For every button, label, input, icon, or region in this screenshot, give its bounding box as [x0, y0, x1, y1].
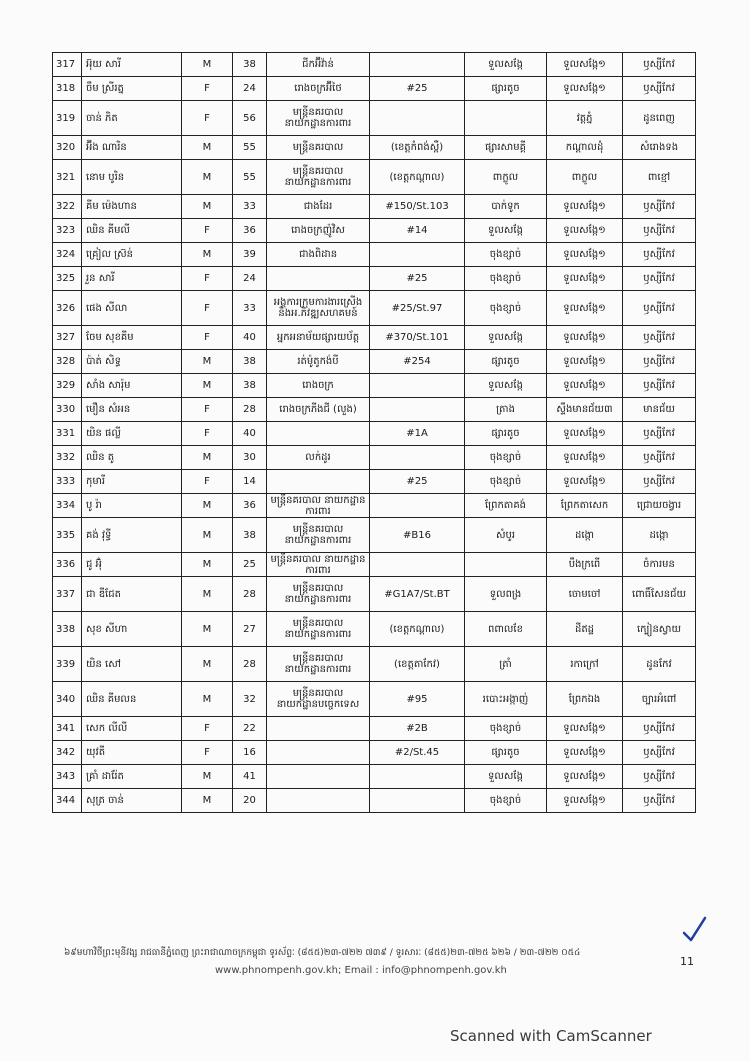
- cell-age: 28: [233, 577, 267, 612]
- cell-commune: ទួលសង្កែ១: [547, 446, 623, 470]
- cell-district: ឫស្សីកែវ: [623, 470, 696, 494]
- cell-occupation: ជាងដែរ: [267, 195, 370, 219]
- table-row: [53, 494, 696, 518]
- cell-occupation: រត់ម៉ូតូកង់បី: [267, 350, 370, 374]
- cell-sex: M: [182, 682, 233, 717]
- cell-age: 33: [233, 291, 267, 326]
- cell-district: ចំការមន: [623, 553, 696, 577]
- cell-village: ចុងខ្សាច់: [465, 291, 547, 326]
- cell-district: ឫស្សីកែវ: [623, 765, 696, 789]
- cell-commune: រកាក្រៅ: [547, 647, 623, 682]
- table-row: [53, 470, 696, 494]
- cell-occupation: [267, 470, 370, 494]
- cell-occupation: មន្ត្រីនគរបាល នាយកដ្ឋានការពារ: [267, 160, 370, 195]
- cell-commune: ទួលសង្កែ១: [547, 765, 623, 789]
- cell-sex: F: [182, 326, 233, 350]
- cell-sex: M: [182, 494, 233, 518]
- cell-village: ចុងខ្សាច់: [465, 717, 547, 741]
- cell-district: ពោធិ៍សែនជ័យ: [623, 577, 696, 612]
- cell-occupation: រោងចក្រអ៊ីថៃ: [267, 77, 370, 101]
- cell-occupation: លក់ដូរ: [267, 446, 370, 470]
- cell-district: ជ្រោយចង្វារ: [623, 494, 696, 518]
- cell-age: 36: [233, 219, 267, 243]
- table-row: [53, 553, 696, 577]
- cell-no: 324: [53, 243, 82, 267]
- cell-house: [370, 789, 465, 813]
- cell-occupation: ជីកអ៊ីវ៉ាន់: [267, 53, 370, 77]
- cell-age: 40: [233, 326, 267, 350]
- cell-name: គ្រាំ ដារ៉ែត: [82, 765, 182, 789]
- footer-contact: www.phnompenh.gov.kh; Email : info@phnompenh.gov.kh: [215, 965, 507, 976]
- cell-occupation: [267, 267, 370, 291]
- cell-sex: F: [182, 267, 233, 291]
- cell-name: ប៉ាត់ សិទ្ធ: [82, 350, 182, 374]
- cell-occupation: អ្នកអនាម័យផ្សារយប័ត្ត: [267, 326, 370, 350]
- cell-name: ផេង សីលា: [82, 291, 182, 326]
- cell-commune: ទួលសង្កែ១: [547, 267, 623, 291]
- cell-no: 321: [53, 160, 82, 195]
- cell-commune: កណ្ដាលដុំ: [547, 136, 623, 160]
- cell-no: 329: [53, 374, 82, 398]
- cell-sex: M: [182, 577, 233, 612]
- cell-age: 16: [233, 741, 267, 765]
- cell-district: ឫស្សីកែវ: [623, 243, 696, 267]
- cell-no: 319: [53, 101, 82, 136]
- cell-name: ចាន់ ភិត: [82, 101, 182, 136]
- cell-sex: M: [182, 136, 233, 160]
- cell-commune: ទួលសង្កែ១: [547, 350, 623, 374]
- cell-village: ចុងខ្សាច់: [465, 789, 547, 813]
- cell-sex: M: [182, 243, 233, 267]
- cell-village: ចុងខ្សាច់: [465, 243, 547, 267]
- page-number: 11: [680, 955, 694, 968]
- cell-no: 344: [53, 789, 82, 813]
- cell-sex: F: [182, 291, 233, 326]
- cell-sex: M: [182, 518, 233, 553]
- cell-village: ទួលសង្កែ: [465, 374, 547, 398]
- cell-commune: ទួលសង្កែ១: [547, 219, 623, 243]
- cell-village: ផ្សារតូច: [465, 350, 547, 374]
- footer-address: ៦៩មហាវិថីព្រះមុនីវង្ស រាជធានីភ្នំពេញ ព្រះរាជាណាចក្រកម្ពុជា ទូរស័ព្ទៈ (៨៥៥)២៣-៧២២ ៧៣៩ / ទូរសារៈ (៨៥៥)២៣-៧២៥ ៦២៦ / ២៣-៧២២ ០៥៤: [64, 948, 581, 958]
- table-row: [53, 101, 696, 136]
- cell-sex: F: [182, 717, 233, 741]
- cell-no: 326: [53, 291, 82, 326]
- cell-name: យិន សៅ: [82, 647, 182, 682]
- table-row: [53, 717, 696, 741]
- cell-name: ចឹម ស្រីរត្ន: [82, 77, 182, 101]
- cell-house: #2/St.45: [370, 741, 465, 765]
- cell-commune: ចោមចៅ: [547, 577, 623, 612]
- cell-no: 335: [53, 518, 82, 553]
- cell-commune: ទួលសង្កែ១: [547, 77, 623, 101]
- cell-house: #150/St.103: [370, 195, 465, 219]
- cell-occupation: រោងចក្រញ៉ូវិស: [267, 219, 370, 243]
- cell-sex: M: [182, 446, 233, 470]
- table-row: [53, 647, 696, 682]
- cell-house: [370, 398, 465, 422]
- cell-age: 55: [233, 160, 267, 195]
- table-row: [53, 765, 696, 789]
- cell-house: #25: [370, 267, 465, 291]
- cell-commune: ទួលសង្កែ១: [547, 326, 623, 350]
- cell-name: អ៊ីង ណារិន: [82, 136, 182, 160]
- cell-district: ពាខ្មៅ: [623, 160, 696, 195]
- table-row: [53, 612, 696, 647]
- cell-village: សំបូរ: [465, 518, 547, 553]
- cell-age: 30: [233, 446, 267, 470]
- table-row: [53, 195, 696, 219]
- cell-district: ឫស្សីកែវ: [623, 350, 696, 374]
- cell-name: សាំង សារ៉ុម: [82, 374, 182, 398]
- cell-age: 32: [233, 682, 267, 717]
- cell-commune: ទួលសង្កែ១: [547, 374, 623, 398]
- cell-name: ចែម សុខគីម: [82, 326, 182, 350]
- cell-no: 338: [53, 612, 82, 647]
- cell-house: #B16: [370, 518, 465, 553]
- cell-commune: ដង្កោ: [547, 518, 623, 553]
- table-row: [53, 160, 696, 195]
- cell-village: ផ្សារតូច: [465, 77, 547, 101]
- cell-sex: F: [182, 422, 233, 446]
- cell-occupation: មន្ត្រីនគរបាល នាយកដ្ឋានបច្ចេកទេស: [267, 682, 370, 717]
- cell-commune: ព្រែកតាសេក: [547, 494, 623, 518]
- cell-sex: M: [182, 789, 233, 813]
- cell-name: អ៊ុយ សារី: [82, 53, 182, 77]
- cell-no: 337: [53, 577, 82, 612]
- cell-commune: ទួលសង្កែ១: [547, 470, 623, 494]
- cell-name: យិន ផល្លី: [82, 422, 182, 446]
- cell-no: 323: [53, 219, 82, 243]
- cell-occupation: [267, 765, 370, 789]
- cell-age: 22: [233, 717, 267, 741]
- table-row: [53, 518, 696, 553]
- cell-name: ឈិន គីមលន: [82, 682, 182, 717]
- table-row: [53, 422, 696, 446]
- cell-occupation: ជាងពិដាន: [267, 243, 370, 267]
- cell-name: បូ រ៉ា: [82, 494, 182, 518]
- cell-occupation: រោងចក្រ: [267, 374, 370, 398]
- cell-age: 55: [233, 136, 267, 160]
- cell-village: ទួលសង្កែ: [465, 219, 547, 243]
- table-row: [53, 374, 696, 398]
- cell-commune: ទួលសង្កែ១: [547, 789, 623, 813]
- cell-name: សេក លីលី: [82, 717, 182, 741]
- cell-sex: M: [182, 160, 233, 195]
- cell-occupation: [267, 741, 370, 765]
- cell-village: ទួលសង្កែ: [465, 326, 547, 350]
- cell-village: ពពាលខែ: [465, 612, 547, 647]
- cell-house: (ខេត្តកណ្ដាល): [370, 160, 465, 195]
- cell-name: ឈិន តូ: [82, 446, 182, 470]
- cell-commune: ទួលសង្កែ១: [547, 717, 623, 741]
- cell-sex: M: [182, 612, 233, 647]
- cell-house: #95: [370, 682, 465, 717]
- cell-sex: M: [182, 765, 233, 789]
- cell-house: [370, 374, 465, 398]
- cell-no: 332: [53, 446, 82, 470]
- cell-village: ពាក្លូល: [465, 160, 547, 195]
- checkmark-icon: [681, 915, 707, 943]
- cell-house: [370, 243, 465, 267]
- cell-age: 24: [233, 77, 267, 101]
- cell-village: ព្រែកតាគង់: [465, 494, 547, 518]
- cell-district: ឫស្សីកែវ: [623, 219, 696, 243]
- cell-district: ឫស្សីកែវ: [623, 741, 696, 765]
- cell-no: 341: [53, 717, 82, 741]
- table-row: [53, 741, 696, 765]
- cell-commune: ទួលសង្កែ១: [547, 422, 623, 446]
- cell-age: 38: [233, 518, 267, 553]
- cell-house: #370/St.101: [370, 326, 465, 350]
- cell-age: 38: [233, 374, 267, 398]
- cell-village: របោះអង្កាញ់: [465, 682, 547, 717]
- cell-sex: M: [182, 350, 233, 374]
- cell-district: ឫស្សីកែវ: [623, 326, 696, 350]
- cell-age: 24: [233, 267, 267, 291]
- cell-village: [465, 101, 547, 136]
- cell-no: 322: [53, 195, 82, 219]
- table-row: [53, 136, 696, 160]
- cell-age: 28: [233, 647, 267, 682]
- table-row: [53, 219, 696, 243]
- cell-no: 325: [53, 267, 82, 291]
- cell-no: 327: [53, 326, 82, 350]
- cell-district: ឫស្សីកែវ: [623, 291, 696, 326]
- cell-occupation: មន្ត្រីនគរបាល: [267, 136, 370, 160]
- table-row: [53, 398, 696, 422]
- cell-commune: ទួលសង្កែ១: [547, 291, 623, 326]
- cell-age: 27: [233, 612, 267, 647]
- table-row: [53, 77, 696, 101]
- table-row: [53, 350, 696, 374]
- cell-occupation: [267, 422, 370, 446]
- cell-district: ដូនកែវ: [623, 647, 696, 682]
- cell-commune: ស្ទឹងមានជ័យ៣: [547, 398, 623, 422]
- cell-occupation: [267, 717, 370, 741]
- cell-commune: ទួលសង្កែ១: [547, 243, 623, 267]
- cell-commune: ទួលសង្កែ១: [547, 741, 623, 765]
- cell-name: ជា ឌីជែត: [82, 577, 182, 612]
- cell-village: ទួលសង្កែ: [465, 765, 547, 789]
- cell-village: ត្រាង: [465, 398, 547, 422]
- cell-house: #2B: [370, 717, 465, 741]
- table-row: [53, 326, 696, 350]
- cell-village: ចុងខ្សាច់: [465, 446, 547, 470]
- cell-commune: ដីឥដ្ឋ: [547, 612, 623, 647]
- cell-name: គីម ម៉េងហាន: [82, 195, 182, 219]
- cell-age: 38: [233, 350, 267, 374]
- cell-age: 14: [233, 470, 267, 494]
- cell-sex: M: [182, 195, 233, 219]
- cell-village: បាក់ទូក: [465, 195, 547, 219]
- cell-house: [370, 53, 465, 77]
- cell-district: ឫស្សីកែវ: [623, 422, 696, 446]
- cell-commune: ព្រែកឯង: [547, 682, 623, 717]
- cell-district: ឫស្សីកែវ: [623, 77, 696, 101]
- cell-district: ឫស្សីកែវ: [623, 195, 696, 219]
- cell-house: #25/St.97: [370, 291, 465, 326]
- cell-no: 343: [53, 765, 82, 789]
- cell-no: 333: [53, 470, 82, 494]
- cell-district: ឫស្សីកែវ: [623, 374, 696, 398]
- cell-no: 318: [53, 77, 82, 101]
- cell-name: ឈិន គីមលី: [82, 219, 182, 243]
- cell-house: #25: [370, 77, 465, 101]
- cell-house: #25: [370, 470, 465, 494]
- cell-commune: ទួលសង្កែ១: [547, 195, 623, 219]
- cell-no: 336: [53, 553, 82, 577]
- cell-age: 33: [233, 195, 267, 219]
- cell-commune: ទួលសង្កែ១: [547, 53, 623, 77]
- cell-house: [370, 101, 465, 136]
- cell-sex: F: [182, 741, 233, 765]
- cell-sex: M: [182, 553, 233, 577]
- cell-occupation: មន្ត្រីនគរបាល នាយកដ្ឋានការពារ: [267, 577, 370, 612]
- cell-occupation: រោងចក្រភីងជី (លួង): [267, 398, 370, 422]
- cell-district: ច្បារអំពៅ: [623, 682, 696, 717]
- cell-no: 342: [53, 741, 82, 765]
- cell-sex: M: [182, 53, 233, 77]
- cell-village: ផ្សារសាមគ្គី: [465, 136, 547, 160]
- registry-table-body: [53, 53, 696, 813]
- cell-no: 331: [53, 422, 82, 446]
- cell-house: [370, 446, 465, 470]
- cell-sex: F: [182, 470, 233, 494]
- cell-occupation: មន្ត្រីនគរបាល នាយកដ្ឋានការពារ: [267, 101, 370, 136]
- cell-district: ដង្កោ: [623, 518, 696, 553]
- cell-commune: ពាក្លូល: [547, 160, 623, 195]
- cell-sex: M: [182, 374, 233, 398]
- cell-commune: បឹងក្រពើ: [547, 553, 623, 577]
- cell-house: #1A: [370, 422, 465, 446]
- cell-occupation: មន្ត្រីនគរបាល នាយកដ្ឋានការពារ: [267, 494, 370, 518]
- table-row: [53, 682, 696, 717]
- cell-age: 39: [233, 243, 267, 267]
- cell-district: ក្បៀនស្វាយ: [623, 612, 696, 647]
- cell-district: ឫស្សីកែវ: [623, 446, 696, 470]
- cell-house: (ខេត្តតាកែវ): [370, 647, 465, 682]
- cell-age: 25: [233, 553, 267, 577]
- cell-house: #14: [370, 219, 465, 243]
- cell-no: 334: [53, 494, 82, 518]
- cell-district: ឫស្សីកែវ: [623, 789, 696, 813]
- cell-village: ផ្សារតូច: [465, 422, 547, 446]
- cell-name: គង់ វុទ្ធី: [82, 518, 182, 553]
- cell-age: 38: [233, 53, 267, 77]
- cell-name: សុត្រ ចាន់: [82, 789, 182, 813]
- table-row: [53, 446, 696, 470]
- cell-commune: វត្តភ្នំ: [547, 101, 623, 136]
- cell-occupation: [267, 789, 370, 813]
- table-row: [53, 243, 696, 267]
- cell-name: មឿន សំអន: [82, 398, 182, 422]
- cell-name: យុវតី: [82, 741, 182, 765]
- cell-no: 340: [53, 682, 82, 717]
- scanner-watermark: Scanned with CamScanner: [450, 1027, 652, 1045]
- cell-age: 40: [233, 422, 267, 446]
- cell-name: នោម បូរិន: [82, 160, 182, 195]
- cell-no: 317: [53, 53, 82, 77]
- cell-sex: M: [182, 647, 233, 682]
- cell-name: ជូ អ៊ុំ: [82, 553, 182, 577]
- cell-no: 330: [53, 398, 82, 422]
- table-row: [53, 267, 696, 291]
- cell-occupation: មន្ត្រីនគរបាល នាយកដ្ឋានការពារ: [267, 518, 370, 553]
- cell-village: ទួលពង្រ: [465, 577, 547, 612]
- registry-table: [52, 52, 696, 813]
- cell-age: 41: [233, 765, 267, 789]
- cell-sex: F: [182, 219, 233, 243]
- cell-village: [465, 553, 547, 577]
- cell-house: (ខេត្តកំពង់ស្ពឺ): [370, 136, 465, 160]
- cell-sex: F: [182, 101, 233, 136]
- cell-no: 328: [53, 350, 82, 374]
- cell-no: 320: [53, 136, 82, 160]
- cell-name: សុខ សីហា: [82, 612, 182, 647]
- cell-name: គ្រៀល ស្រ៊ន់: [82, 243, 182, 267]
- cell-sex: F: [182, 77, 233, 101]
- cell-district: ឫស្សីកែវ: [623, 53, 696, 77]
- cell-district: មានជ័យ: [623, 398, 696, 422]
- table-row: [53, 577, 696, 612]
- cell-house: (ខេត្តកណ្ដាល): [370, 612, 465, 647]
- cell-no: 339: [53, 647, 82, 682]
- cell-district: ឫស្សីកែវ: [623, 717, 696, 741]
- cell-occupation: មន្ត្រីនគរបាល នាយកដ្ឋានការពារ: [267, 612, 370, 647]
- cell-age: 56: [233, 101, 267, 136]
- cell-house: [370, 494, 465, 518]
- cell-house: [370, 765, 465, 789]
- cell-village: ផ្សារតូច: [465, 741, 547, 765]
- cell-name: រួន សារី: [82, 267, 182, 291]
- table-row: [53, 53, 696, 77]
- table-row: [53, 789, 696, 813]
- cell-village: ចុងខ្សាច់: [465, 470, 547, 494]
- cell-occupation: មន្ត្រីនគរបាល នាយកដ្ឋានការពារ: [267, 553, 370, 577]
- table-row: [53, 291, 696, 326]
- cell-village: ចុងខ្សាច់: [465, 267, 547, 291]
- cell-age: 20: [233, 789, 267, 813]
- cell-district: សំរោងទង: [623, 136, 696, 160]
- cell-house: #G1A7/St.BT: [370, 577, 465, 612]
- cell-occupation: មន្ត្រីនគរបាល នាយកដ្ឋានការពារ: [267, 647, 370, 682]
- cell-village: ទួលសង្កែ: [465, 53, 547, 77]
- cell-village: ត្រាំ: [465, 647, 547, 682]
- cell-occupation: អង្គការក្រុមការងារស្រេីង និងអ.ភិវឌ្ឍសហគមន៍: [267, 291, 370, 326]
- cell-sex: F: [182, 398, 233, 422]
- cell-district: ឫស្សីកែវ: [623, 267, 696, 291]
- cell-name: កុមារី: [82, 470, 182, 494]
- cell-age: 36: [233, 494, 267, 518]
- cell-house: [370, 553, 465, 577]
- cell-age: 28: [233, 398, 267, 422]
- cell-house: #254: [370, 350, 465, 374]
- cell-district: ដូនពេញ: [623, 101, 696, 136]
